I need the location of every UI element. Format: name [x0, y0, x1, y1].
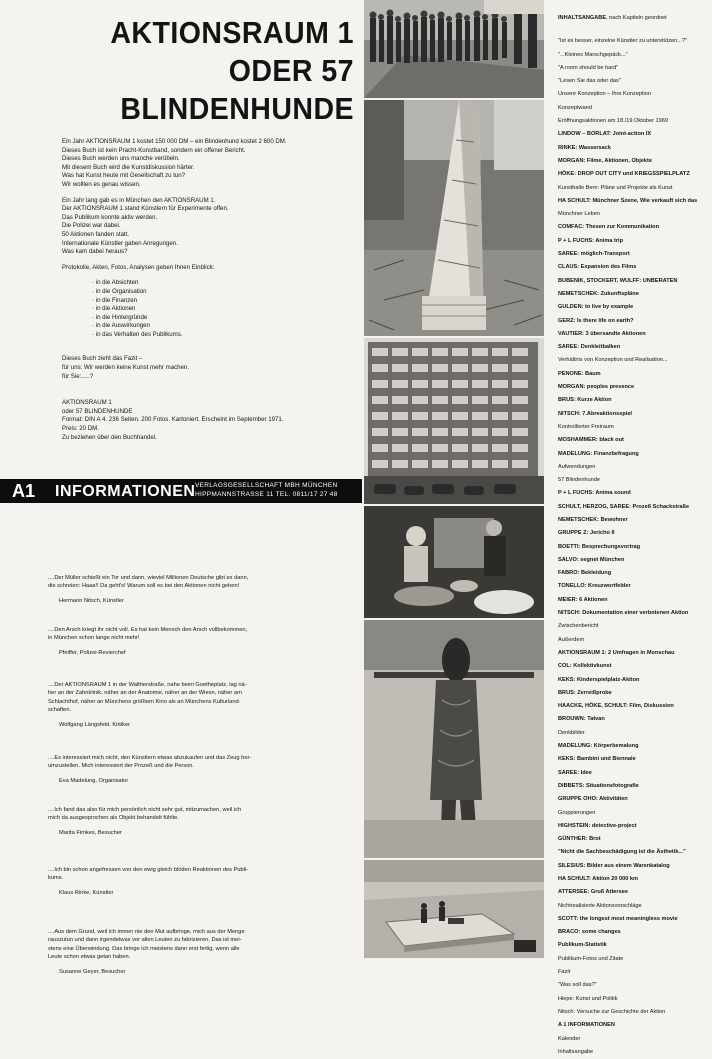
- intro-line: Wir wollten es genau wissen.: [62, 180, 141, 188]
- intro-list-item: · in die Hintergründe: [92, 314, 358, 323]
- contents-item: Konzeptwand: [558, 104, 592, 111]
- contents-item: BUBENIK, STOCKERT, WULFF: UNBERATEN: [558, 277, 678, 284]
- contents-item: CLAUS: Expansion des Films: [558, 264, 637, 271]
- photo-building: [364, 338, 544, 504]
- contents-item: MORGAN: Filme, Aktionen, Objekte: [558, 157, 652, 164]
- intro-list-item: · in die Absichten: [92, 279, 358, 288]
- intro-list-item: · in das Verhalten des Publikums.: [92, 331, 358, 340]
- contents-item: Fazit: [558, 969, 571, 976]
- contents-item: SAREE: Idee: [558, 769, 592, 776]
- contents-item: "A room should be hard": [558, 64, 619, 71]
- title-line-2: ODER 57 BLINDENHUNDE: [120, 53, 355, 126]
- contents-item: BRUS: Kurze Aktion: [558, 397, 612, 404]
- quote-block: [48, 806, 352, 837]
- book-details: [62, 399, 358, 442]
- contents-item: MOSHAMMER: black out: [558, 437, 624, 444]
- intro-line: für uns: Wir werden keine Kunst mehr machen.: [62, 364, 190, 372]
- contents-item: BRACO: some changes: [558, 929, 621, 936]
- quote-text: [48, 866, 352, 883]
- photo-drums: [364, 506, 544, 618]
- quote-text: [48, 928, 352, 962]
- intro-line: oder 57 BLINDENHUNDE: [62, 407, 133, 415]
- quote-text: [48, 574, 352, 591]
- contents-item: P + L FUCHS: Anima sound: [558, 490, 631, 497]
- quote-line: die schreien: Haaa!! Da geht's! Warum soll es bei den Aktionen nicht gehen!: [48, 583, 240, 590]
- contents-item: MEIER: 6 Aktionen: [558, 596, 608, 603]
- quote-line: mich da ausgesprochen als Objekt behandelt fühlte.: [48, 815, 179, 822]
- intro-line: Dieses Buch ist kein Pracht-Kunstband, sondern ein offener Bericht.: [62, 146, 246, 154]
- quote-line: kums.: [48, 875, 64, 882]
- quote-line: ....Es interessiert mich nicht, den Künstlern etwas abzukaufen und das Zeug her-: [48, 755, 252, 761]
- contents-item: MADELUNG: Finanzbefragung: [558, 450, 639, 457]
- contents-item: Kontrollierter Freiraum: [558, 423, 614, 430]
- quote-author: Eva Madelung, Organisator: [59, 777, 129, 784]
- quote-author: Klaus Rinke, Künstler: [59, 889, 114, 896]
- quote-author: Hermann Nitsch, Künstler: [59, 597, 124, 604]
- contents-item: GRUPPE Z: Jericho II: [558, 530, 615, 537]
- quote-line: umzustellen. Mich interessiert der Prozeß und die Person.: [48, 763, 195, 770]
- title-line-1: AKTIONSRAUM 1: [110, 15, 354, 50]
- quote-text: [48, 626, 352, 643]
- contents-item: SAREE: möglich-Transport: [558, 251, 630, 258]
- quote-line: schaften.: [48, 707, 72, 714]
- contents-item: HA SCHULT: Münchner Szene, Wie verkauft sich das: [558, 197, 698, 204]
- contents-item: DIBBETS: Situationsfotografie: [558, 782, 639, 789]
- photo-figure: [364, 620, 544, 858]
- contents-item: "Was soll das?": [558, 982, 597, 989]
- contents-item: SCHULT, HERZOG, SAREE: Prozeß Schackstraße: [558, 503, 690, 510]
- photo-log: [364, 100, 544, 336]
- photo-log-image: [364, 100, 544, 336]
- banner-title: INFORMATIONEN: [55, 483, 196, 500]
- contents-item: HIGHSTEIN: detective-project: [558, 822, 637, 829]
- intro-line: Internationale Künstler gaben Anregungen.: [62, 239, 178, 247]
- quote-author: Marita Fimkes, Besucher: [59, 829, 122, 836]
- intro-line: Der AKTIONSRAUM 1 stand Künstlern für Experimente offen.: [62, 205, 229, 213]
- contents-item: BRUS: Zerreißprobe: [558, 689, 612, 696]
- contents-item: HAACKE, HÖKE, SCHULT: Film, Diskussion: [558, 703, 674, 710]
- contents-item: Denkbilder: [558, 729, 585, 736]
- intro-line: für Sie:.....?: [62, 372, 94, 380]
- quote-line: Leute schon etwas getan haben.: [48, 954, 131, 961]
- page-title: [41, 14, 354, 128]
- contents-item: P + L FUCHS: Anima trip: [558, 237, 624, 244]
- photo-column: [364, 0, 544, 1000]
- contents-item: VAUTIER: 3 übersandte Aktionen: [558, 330, 646, 337]
- contents-item: 57 Blindenhunde: [558, 477, 600, 484]
- contents-item: HÖKE: DROP OUT CITY und KRIEGSSPIELPLATZ: [558, 171, 690, 178]
- photo-building-image: [364, 338, 544, 504]
- contents-item: GERZ: Is there life on earth?: [558, 317, 634, 324]
- intro-line: Die Polizei war dabei.: [62, 222, 121, 230]
- publisher-banner: [0, 479, 362, 503]
- quote-line: ....Den Arsch kriegt ihr nicht voll. Es hat kein Mensch den Arsch vollbekommen,: [48, 627, 248, 633]
- quote-block: [48, 626, 352, 657]
- contents-item: Inhaltsangabe: [558, 1048, 594, 1055]
- contents-item: SILESIUS: Bilder aus einem Warenkatalog: [558, 862, 670, 869]
- contents-item: PENONE: Baum: [558, 370, 601, 377]
- intro-list-item: · in die Aktionen: [92, 305, 358, 314]
- contents-item: FABRO: Bekleidung: [558, 570, 612, 577]
- quote-block: [48, 754, 352, 785]
- contents-item: MADELUNG: Körperbemalung: [558, 743, 639, 750]
- contents-item: GRUPPE OHO: Aktivitäten: [558, 796, 628, 803]
- contents-item: AKTIONSRAUM 1: 2 Umfragen in Monschau: [558, 649, 675, 656]
- contents-item: TONELLO: Kreuzwortfelder: [558, 583, 631, 590]
- contents-item: Eröffnungsaktionen am 18./19.Oktober 1969: [558, 118, 668, 125]
- intro-paragraph: [62, 355, 358, 381]
- contents-item: "Nicht die Sachbeschädigung ist die Ästhetik...": [558, 849, 686, 856]
- contents-item: NITSCH: 7.Abreaktionsspiel: [558, 410, 632, 417]
- banner-logo: A1: [12, 481, 36, 501]
- contents-item: COMFAC: Thesen zur Kommunikation: [558, 224, 660, 231]
- quote-line: ....Der AKTIONSRAUM 1 in der Waltherstraße, nahe beim Goetheplatz, lag nä-: [48, 682, 247, 688]
- contents-item: Zwischenbericht: [558, 623, 599, 630]
- photo-installation-image: [364, 860, 544, 958]
- contents-item: Verhältnis von Konzeption und Realisation...: [558, 357, 668, 364]
- contents-item: "Ist es besser, einzelne Künstler zu unterstützen...?": [558, 38, 687, 45]
- intro-list: [62, 279, 358, 339]
- contents-item: RINKE: Wassersack: [558, 144, 611, 151]
- banner-address: HIPPMANNSTRASSE 11 TEL. 0811/17 27 48: [195, 491, 338, 498]
- quote-author: Susanne Geyer, Besucher: [59, 968, 126, 975]
- quote-line: her an der Zahnklinik, näher an der Anatomie, näher an der Wiesn, näher am: [48, 690, 242, 697]
- photo-figure-image: [364, 620, 544, 858]
- contents-item: NITSCH: Dokumentation einer verbotenen Aktion: [558, 610, 689, 617]
- contents-item: Nitsch: Versuche zur Geschichte der Aktion: [558, 1008, 666, 1015]
- quote-block: [48, 574, 352, 605]
- contents-item: Nichtrealisierte Aktionsvorschläge: [558, 902, 642, 909]
- contents-item: GÜNTHER: Brot: [558, 836, 601, 843]
- intro-line: Format: DIN A 4. 236 Seiten. 200 Fotos. Kartoniert. Erscheint im September 1971.: [62, 416, 284, 424]
- intro-list-item: · in die Auswirkungen: [92, 322, 358, 331]
- contents-item: Außerdem: [558, 636, 585, 643]
- contents-heading: [558, 12, 710, 25]
- intro-line: Zu beziehen über den Buchhandel.: [62, 433, 157, 441]
- contents-item: Kalender: [558, 1035, 581, 1042]
- contents-item: "...Kleines Marschgepäck...": [558, 51, 628, 58]
- contents-item: Gruppierungen: [558, 809, 596, 816]
- quote-line: rauszutun und dann irgendetwas vor allen Leuten zu fabrizieren. Das ist mei-: [48, 937, 242, 944]
- quote-author: Pfeiffer, Polizei-Revierchef: [59, 649, 126, 656]
- quote-text: [48, 681, 352, 715]
- contents-heading-bold: INHALTSANGABE: [558, 15, 607, 21]
- contents-item: SCOTT: the longest most meaningless movie: [558, 915, 678, 922]
- contents-heading-rest: , nach Kapiteln geordnet: [606, 15, 667, 21]
- intro-text: [62, 138, 358, 449]
- intro-line: Das Publikum konnte aktiv werden.: [62, 213, 158, 221]
- contents-item: NEMETSCHEK: Bewohner: [558, 516, 628, 523]
- quote-line: ....Aus dem Grund, weil ich immer nie den Mut aufbringe, mich aus der Menge: [48, 929, 245, 935]
- contents-item: SAREE: Denkleitbalken: [558, 344, 621, 351]
- photo-installation: [364, 860, 544, 958]
- contents-item: Publikum-Fotos und Zitate: [558, 955, 624, 962]
- photo-drums-image: [364, 506, 544, 618]
- intro-paragraph: [62, 197, 358, 257]
- intro-line: Dieses Buch werden uns manche verübeln.: [62, 155, 180, 163]
- contents-item: Unsere Konzeption – Ihre Konzeption: [558, 91, 651, 98]
- contents-item: GULDEN: to live by example: [558, 304, 634, 311]
- intro-paragraph: [62, 264, 358, 273]
- contents-item: Kunsthalle Bern: Pläne und Projekte als Kunst: [558, 184, 673, 191]
- quote-block: [48, 928, 352, 976]
- intro-line: Was kam dabei heraus?: [62, 248, 128, 256]
- contents-item: LINDOW – BORLAT: Joint-action IX: [558, 131, 652, 138]
- quote-block: [48, 866, 352, 897]
- contents-list: [558, 12, 710, 1059]
- intro-line: Ein Jahr lang gab es in München den AKTIONSRAUM 1.: [62, 196, 216, 204]
- contents-item: HA SCHULT: Aktion 20 000 km: [558, 876, 638, 882]
- banner-publisher: VERLAGSGESELLSCHAFT MBH MÜNCHEN: [195, 482, 338, 489]
- quote-line: stens eine Überwindung. Das bringe ich meistens dann erst fertig, wenn alle: [48, 945, 240, 952]
- quote-text: [48, 806, 352, 823]
- contents-item: A 1 INFORMATIONEN: [558, 1022, 615, 1029]
- quote-line: ....Der Müller schießt ein Tor und dann, wieviel Millionen Deutsche gibt es dann,: [48, 575, 249, 581]
- quote-line: Schlachthof, näher an Münchens größtem Kino als an Münchens Kulturland-: [48, 698, 241, 705]
- intro-line: Dieses Buch zieht das Fazit –: [62, 355, 143, 363]
- quote-line: in München schon lange nicht mehr!: [48, 635, 140, 642]
- intro-line: Preis: 20 DM.: [62, 425, 99, 433]
- contents-item: NEMETSCHEK: Zukunftspläne: [558, 290, 639, 297]
- intro-list-item: · in die Finanzen: [92, 297, 358, 306]
- contents-item: BROUWN: Tatvan: [558, 716, 605, 723]
- photo-crowd: [364, 0, 544, 98]
- intro-list-item: · in die Organisation: [92, 288, 358, 297]
- contents-item: Aufwendungen: [558, 463, 596, 470]
- intro-line: 50 Aktionen fanden statt.: [62, 230, 130, 238]
- intro-line: Was hat Kunst heute mit Gesellschaft zu tun?: [62, 172, 186, 180]
- intro-line: Ein Jahr AKTIONSRAUM 1 kostet 150 000 DM – ein Blindenhund kostet 2 600 DM.: [62, 138, 287, 145]
- contents-item: SALVO: segnet München: [558, 556, 625, 563]
- contents-item: MORGAN: peoples presence: [558, 384, 635, 391]
- contents-item: ATTERSEE: Gruß Attersee: [558, 889, 628, 896]
- quote-line: ....Ich fand das also für mich persönlich nicht sehr gut, mitzumachen, weil ich: [48, 807, 242, 813]
- intro-line: Protokolle, Akten, Fotos, Analysen geben Ihnen Einblick:: [62, 263, 215, 271]
- contents-item: COL: Kollektivkunst: [558, 663, 612, 670]
- contents-item: Hiepe: Kunst und Politik: [558, 995, 618, 1002]
- intro-line: AKTIONSRAUM 1: [62, 399, 112, 407]
- photo-crowd-image: [364, 0, 544, 98]
- contents-item: BOETTI: Besprechungsvortrag: [558, 543, 641, 550]
- contents-item: KEKS: Kinderspielplatz-Aktion: [558, 676, 640, 683]
- quote-block: [48, 681, 352, 729]
- intro-paragraph: [62, 138, 358, 190]
- quote-text: [48, 754, 352, 771]
- quote-author: Wolfgang Längsfeld, Kritiker: [59, 721, 131, 728]
- intro-line: Mit diesem Buch wird die Kunstdiskussion härter.: [62, 163, 195, 171]
- contents-item: Münchner Leben: [558, 211, 600, 218]
- contents-item: "Lesen Sie das oder das": [558, 78, 621, 85]
- contents-item: Publikum-Statistik: [558, 942, 607, 949]
- quote-line: ....Ich bin schon angefressen von den ewig gleich blöden Reaktionen des Publi-: [48, 867, 249, 873]
- contents-item: KEKS: Bambini und Biennale: [558, 756, 636, 763]
